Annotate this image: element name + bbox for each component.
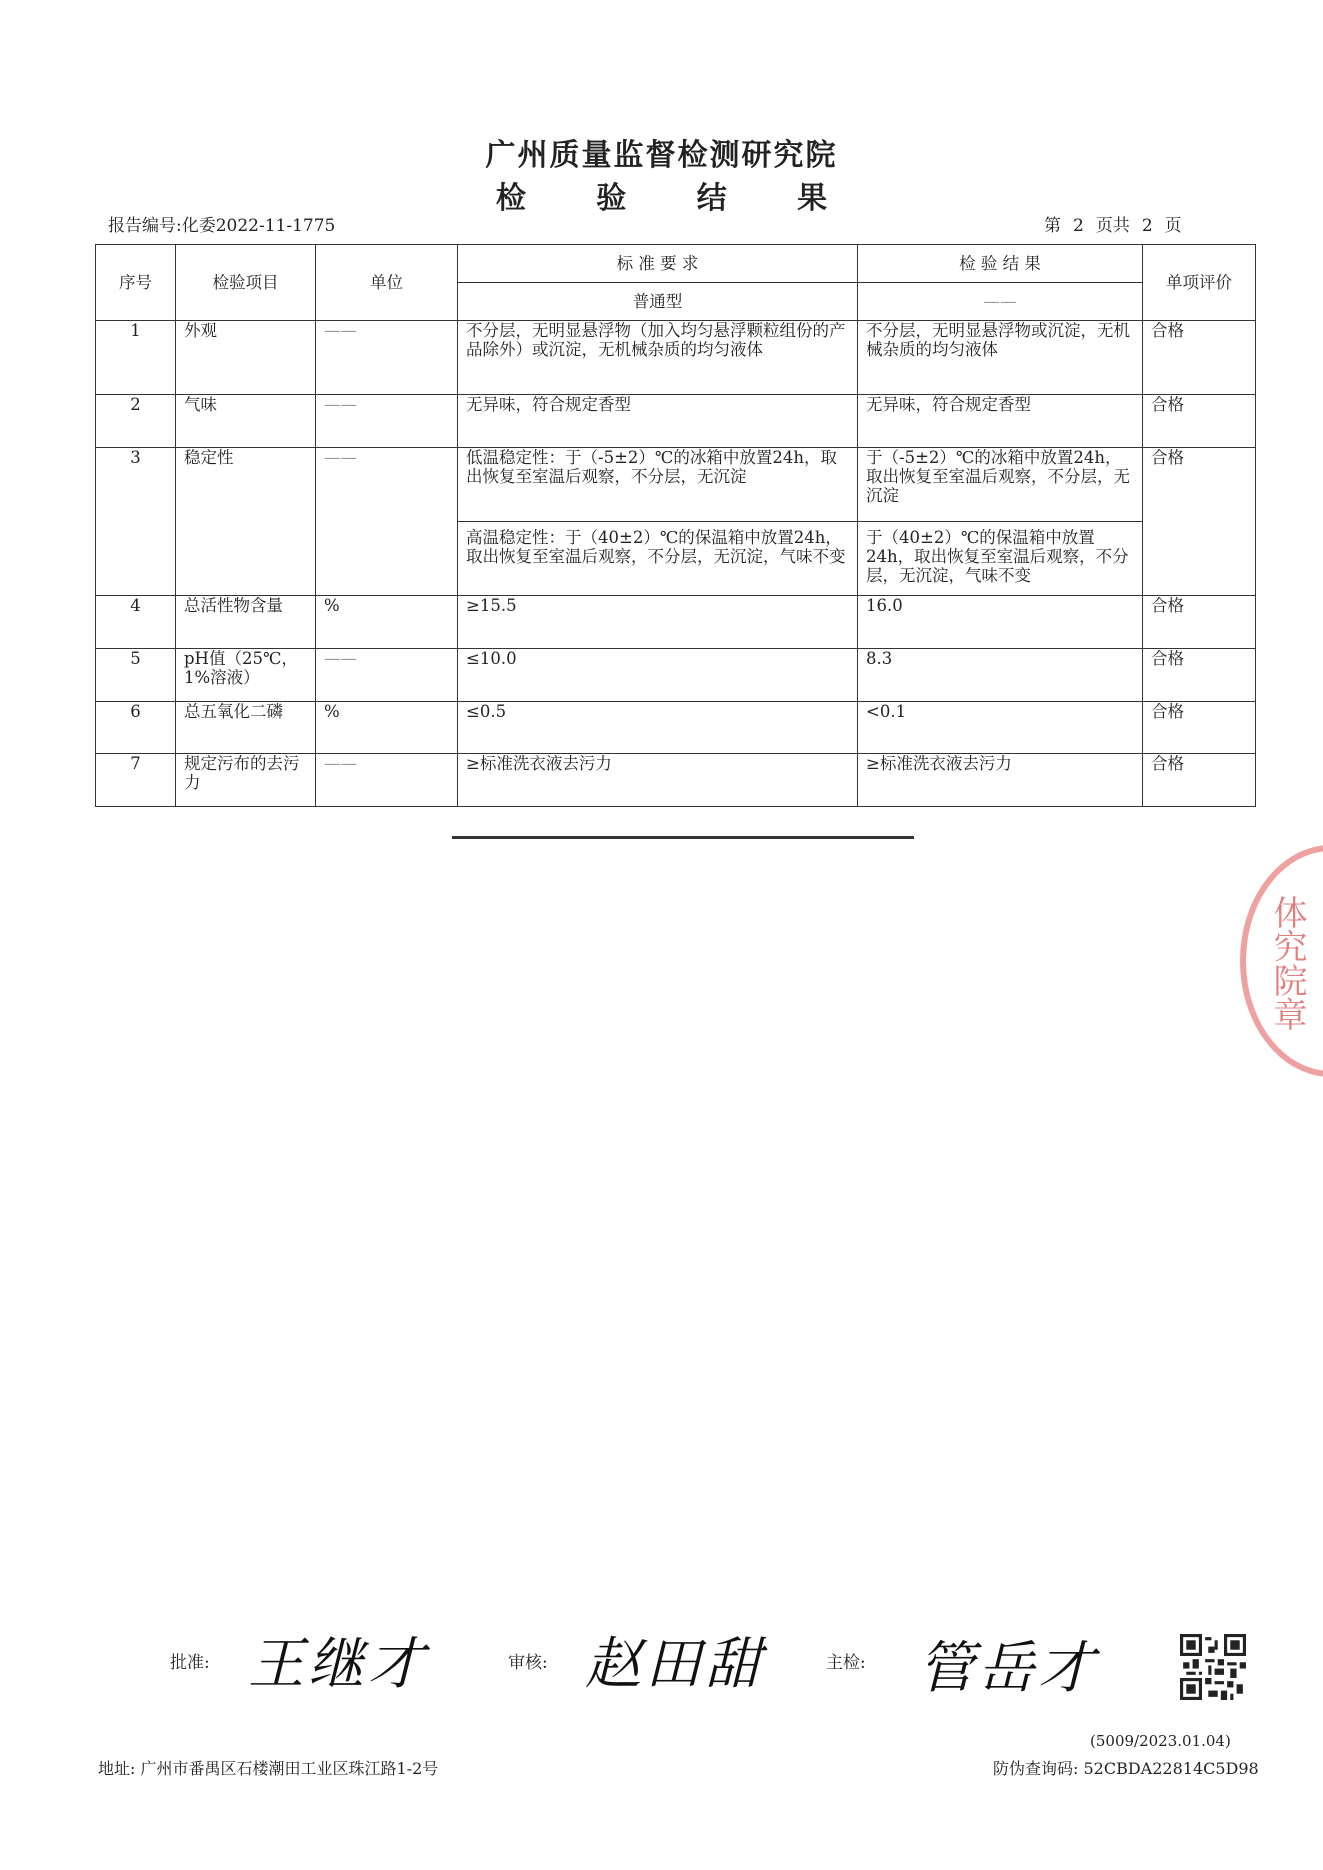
row-standard-low-temp: 低温稳定性：于（-5±2）℃的冰箱中放置24h，取出恢复至室温后观察，不分层，无沉淀	[458, 448, 858, 522]
table-row	[96, 448, 1256, 522]
row-item: 总活性物含量	[176, 596, 316, 649]
row-standard: ≤0.5	[458, 702, 858, 754]
header-judgement: 单项评价	[1143, 245, 1256, 321]
seal-text: 体究院章	[1267, 895, 1307, 1031]
certificate-code: (5009/2023.01.04)	[1090, 1732, 1231, 1750]
review-signature: 赵田甜	[585, 1632, 765, 1697]
row-judgement: 合格	[1143, 448, 1256, 596]
row-seq: 7	[96, 754, 176, 807]
row-seq: 2	[96, 395, 176, 448]
row-standard: ≤10.0	[458, 649, 858, 702]
row-seq: 4	[96, 596, 176, 649]
approve-label: 批准:	[170, 1653, 210, 1673]
row-standard: 无异味，符合规定香型	[458, 395, 858, 448]
table-row	[96, 754, 1256, 807]
page-info	[1038, 211, 1188, 236]
page-suffix: 页	[1164, 216, 1182, 236]
table-row	[96, 596, 1256, 649]
end-of-table-line	[452, 836, 914, 839]
address: 地址: 广州市番禺区石楼潮田工业区珠江路1-2号	[98, 1759, 439, 1778]
header-result-sub: ——	[858, 283, 1143, 321]
page-prefix: 第	[1044, 216, 1061, 236]
row-standard: 不分层，无明显悬浮物（加入均匀悬浮颗粒组份的产品除外）或沉淀，无机械杂质的均匀液体	[458, 321, 858, 395]
page-number: 2	[1073, 216, 1084, 236]
row-seq: 1	[96, 321, 176, 395]
inspect-label: 主检:	[826, 1653, 866, 1673]
row-standard: ≥标准洗衣液去污力	[458, 754, 858, 807]
table-row	[96, 702, 1256, 754]
table-row	[96, 649, 1256, 702]
row-result: ≥标准洗衣液去污力	[858, 754, 1143, 807]
row-unit: ——	[316, 649, 458, 702]
header-row	[96, 245, 1256, 283]
row-judgement: 合格	[1143, 702, 1256, 754]
row-unit: %	[316, 702, 458, 754]
row-unit: %	[316, 596, 458, 649]
row-unit: ——	[316, 754, 458, 807]
page-mid: 页共	[1095, 216, 1130, 236]
qr-code-icon	[1180, 1634, 1246, 1700]
row-unit: ——	[316, 321, 458, 395]
row-result: 8.3	[858, 649, 1143, 702]
row-result: <0.1	[858, 702, 1143, 754]
table-row	[96, 395, 1256, 448]
row-seq: 6	[96, 702, 176, 754]
header-standard: 标 准 要 求	[458, 245, 858, 283]
document-title: 检 验 结 果	[495, 181, 858, 216]
row-item: 外观	[176, 321, 316, 395]
row-item: pH值（25℃，1%溶液）	[176, 649, 316, 702]
row-item: 总五氧化二磷	[176, 702, 316, 754]
row-standard-high-temp: 高温稳定性：于（40±2）℃的保温箱中放置24h，取出恢复至室温后观察，不分层，无沉淀，气味不变	[458, 522, 858, 596]
row-unit: ——	[316, 395, 458, 448]
header-unit: 单位	[316, 245, 458, 321]
row-result-high-temp: 于（40±2）℃的保温箱中放置24h，取出恢复至室温后观察，不分层，无沉淀，气味不变	[858, 522, 1143, 596]
header-result: 检 验 结 果	[858, 245, 1143, 283]
review-label: 审核:	[508, 1653, 548, 1673]
approve-signature: 王继才	[248, 1632, 428, 1697]
row-judgement: 合格	[1143, 321, 1256, 395]
institute-title: 广州质量监督检测研究院	[485, 138, 838, 173]
row-seq: 3	[96, 448, 176, 596]
row-result: 不分层，无明显悬浮物或沉淀，无机械杂质的均匀液体	[858, 321, 1143, 395]
row-judgement: 合格	[1143, 754, 1256, 807]
row-item: 稳定性	[176, 448, 316, 596]
anti-counterfeit-code: 防伪查询码: 52CBDA22814C5D98	[993, 1759, 1259, 1778]
table-row	[96, 321, 1256, 395]
row-judgement: 合格	[1143, 596, 1256, 649]
row-judgement: 合格	[1143, 395, 1256, 448]
row-result: 无异味，符合规定香型	[858, 395, 1143, 448]
row-unit: ——	[316, 448, 458, 596]
page-total: 2	[1141, 216, 1153, 236]
row-result: 16.0	[858, 596, 1143, 649]
row-item: 规定污布的去污力	[176, 754, 316, 807]
row-standard: ≥15.5	[458, 596, 858, 649]
inspect-signature: 管岳才	[918, 1636, 1098, 1701]
row-seq: 5	[96, 649, 176, 702]
header-item: 检验项目	[176, 245, 316, 321]
report-number: 报告编号:化委2022-11-1775	[108, 216, 336, 236]
row-result-low-temp: 于（-5±2）℃的冰箱中放置24h，取出恢复至室温后观察，不分层，无沉淀	[858, 448, 1143, 522]
header-seq: 序号	[96, 245, 176, 321]
header-standard-type: 普通型	[458, 283, 858, 321]
row-judgement: 合格	[1143, 649, 1256, 702]
results-table	[95, 244, 1256, 807]
row-item: 气味	[176, 395, 316, 448]
